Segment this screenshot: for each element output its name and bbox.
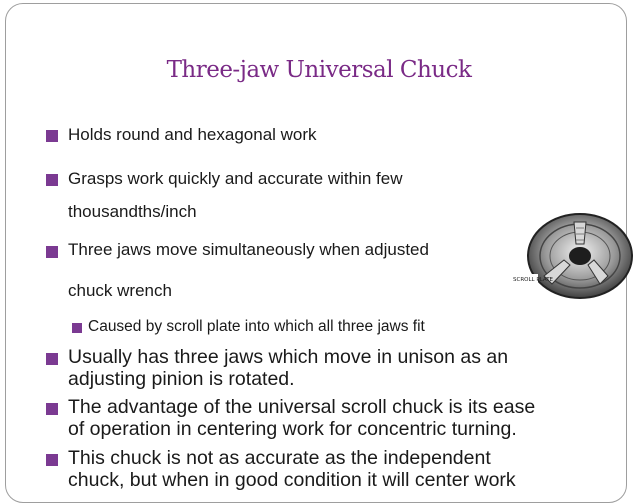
three-jaw-chuck-image: [512, 210, 634, 305]
bullet-text-continued: chuck, but when in good condition it will center work: [68, 469, 516, 491]
slide-title: Three-jaw Universal Chuck: [166, 57, 472, 83]
bullet-text: Three jaws move simultaneously when adjusted: [68, 240, 429, 259]
bullet-text: Holds round and hexagonal work: [68, 125, 317, 144]
bullet-marker: [46, 353, 58, 365]
sub-bullet-marker: [72, 323, 82, 333]
bullet-text: Usually has three jaws which move in unison as an: [68, 346, 509, 368]
bullet-text-continued: chuck wrench: [68, 281, 172, 300]
bullet-marker: [46, 454, 58, 466]
bullet-text: This chuck is not as accurate as the independent: [68, 447, 491, 469]
scroll-plate-label: SCROLL PLATE: [513, 277, 554, 283]
bullet-text-continued: thousandths/inch: [68, 202, 197, 221]
bullet-marker: [46, 246, 58, 258]
bullet-text-continued: adjusting pinion is rotated.: [68, 368, 295, 390]
bullet-marker: [46, 130, 58, 142]
bullet-text: The advantage of the universal scroll chuck is its ease: [68, 396, 536, 418]
bullet-marker: [46, 403, 58, 415]
sub-bullet-text: Caused by scroll plate into which all three jaws fit: [88, 318, 425, 335]
bullet-marker: [46, 174, 58, 186]
bullet-text: Grasps work quickly and accurate within few: [68, 169, 403, 188]
bullet-text-continued: of operation in centering work for concentric turning.: [68, 418, 517, 440]
